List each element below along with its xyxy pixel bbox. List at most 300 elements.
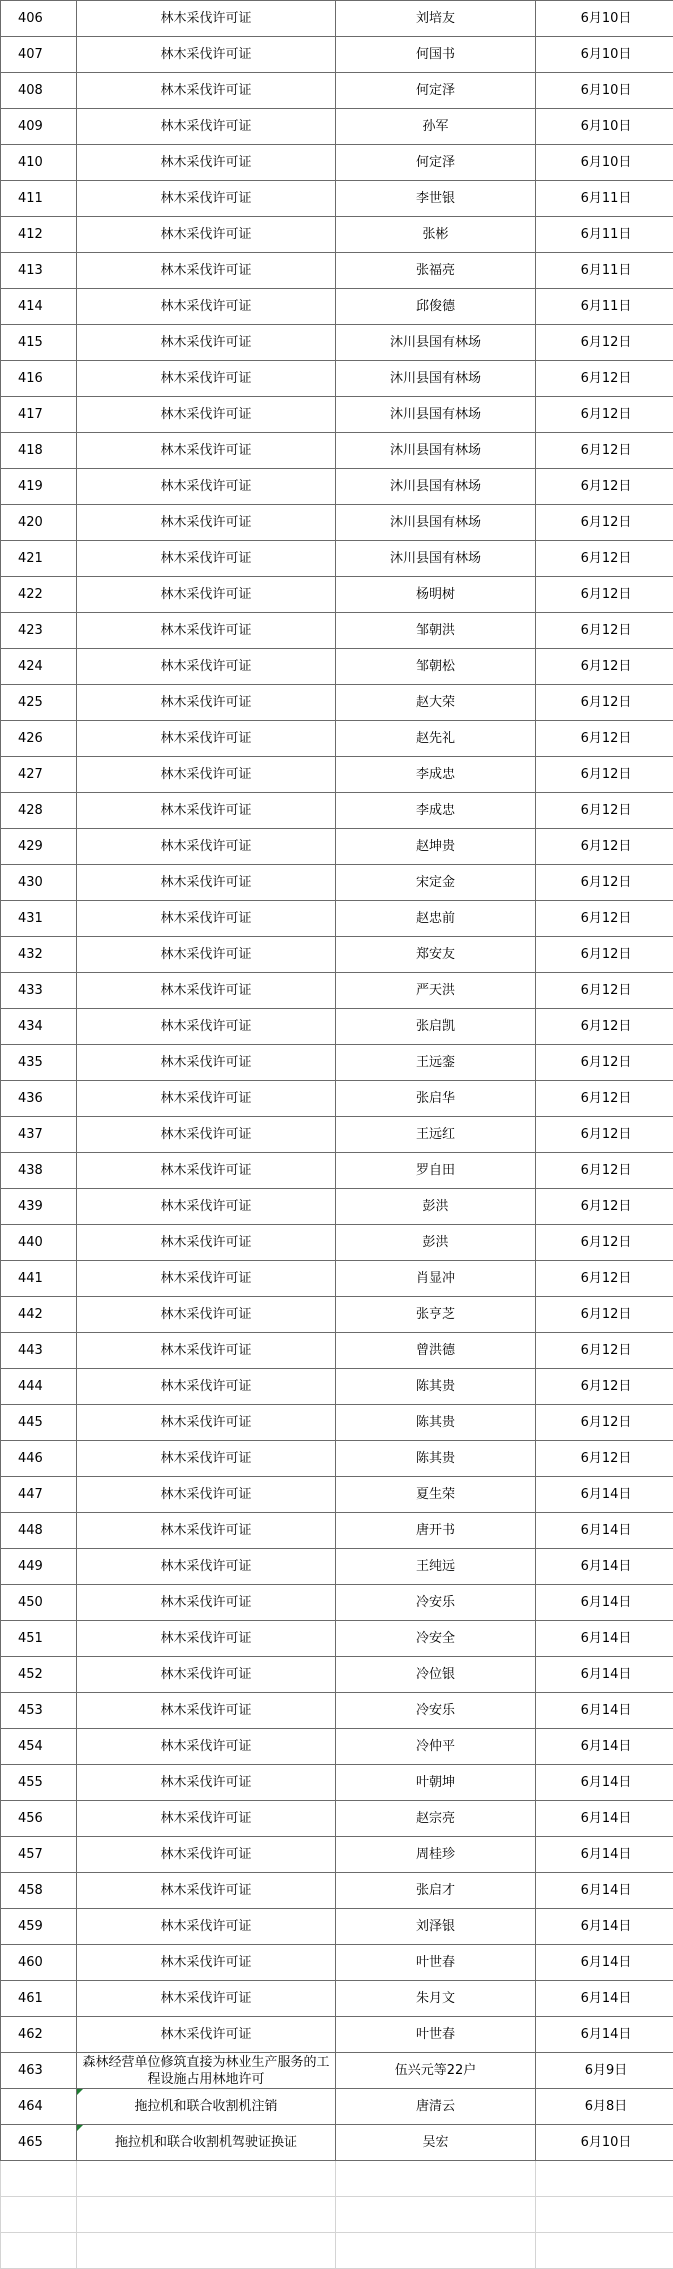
row-number-cell[interactable]: 454: [1, 1729, 77, 1765]
empty-cell[interactable]: [1, 2233, 77, 2269]
date-cell[interactable]: 6月14日: [536, 1513, 673, 1549]
applicant-name-cell[interactable]: 邹朝松: [336, 649, 536, 685]
date-cell[interactable]: 6月14日: [536, 1945, 673, 1981]
table-row: [1, 1549, 673, 1585]
applicant-name-cell[interactable]: 宋定金: [336, 865, 536, 901]
row-number-cell[interactable]: 422: [1, 577, 77, 613]
permit-type-cell[interactable]: 林木采伐许可证: [77, 289, 336, 325]
permit-type-cell[interactable]: 林木采伐许可证: [77, 649, 336, 685]
table-row: [1, 397, 673, 433]
row-number-cell[interactable]: 446: [1, 1441, 77, 1477]
permit-type-cell[interactable]: 林木采伐许可证: [77, 577, 336, 613]
permit-type-cell[interactable]: 林木采伐许可证: [77, 541, 336, 577]
table-row: [1, 1, 673, 37]
applicant-name-cell[interactable]: 夏生荣: [336, 1477, 536, 1513]
date-cell[interactable]: 6月14日: [536, 1693, 673, 1729]
date-cell[interactable]: 6月12日: [536, 1261, 673, 1297]
date-cell[interactable]: 6月12日: [536, 757, 673, 793]
table-row: [1, 649, 673, 685]
empty-cell[interactable]: [1, 2161, 77, 2197]
permit-type-cell[interactable]: 林木采伐许可证: [77, 1153, 336, 1189]
row-number-cell[interactable]: 453: [1, 1693, 77, 1729]
date-cell[interactable]: 6月12日: [536, 1117, 673, 1153]
date-cell[interactable]: 6月12日: [536, 361, 673, 397]
table-row: [1, 433, 673, 469]
table-row: [1, 577, 673, 613]
applicant-name-cell[interactable]: 叶世春: [336, 2017, 536, 2053]
date-cell[interactable]: 6月14日: [536, 1549, 673, 1585]
applicant-name-cell[interactable]: 王纯远: [336, 1549, 536, 1585]
row-number-cell[interactable]: 459: [1, 1909, 77, 1945]
permit-type-cell[interactable]: 林木采伐许可证: [77, 145, 336, 181]
applicant-name-cell[interactable]: 肖显冲: [336, 1261, 536, 1297]
applicant-name-cell[interactable]: 李成忠: [336, 793, 536, 829]
row-number-cell[interactable]: 424: [1, 649, 77, 685]
applicant-name-cell[interactable]: 王远红: [336, 1117, 536, 1153]
applicant-name-cell[interactable]: 张启凯: [336, 1009, 536, 1045]
applicant-name-cell[interactable]: 冷位银: [336, 1657, 536, 1693]
applicant-name-cell[interactable]: 孙军: [336, 109, 536, 145]
date-cell[interactable]: 6月14日: [536, 1585, 673, 1621]
date-cell[interactable]: 6月12日: [536, 1045, 673, 1081]
table-row: [1, 1441, 673, 1477]
date-cell[interactable]: 6月14日: [536, 1801, 673, 1837]
row-number-cell[interactable]: 437: [1, 1117, 77, 1153]
date-cell[interactable]: 6月12日: [536, 829, 673, 865]
empty-cell[interactable]: [77, 2161, 336, 2197]
table-row: [1, 1009, 673, 1045]
row-number-cell[interactable]: 443: [1, 1333, 77, 1369]
table-row: [1, 865, 673, 901]
records-table-body: [1, 1, 673, 2269]
row-number-cell[interactable]: 410: [1, 145, 77, 181]
date-cell[interactable]: 6月12日: [536, 901, 673, 937]
date-cell[interactable]: 6月14日: [536, 1477, 673, 1513]
date-cell[interactable]: 6月12日: [536, 1009, 673, 1045]
date-cell[interactable]: 6月12日: [536, 397, 673, 433]
date-cell[interactable]: 6月12日: [536, 613, 673, 649]
table-row: [1, 1081, 673, 1117]
permit-type-cell[interactable]: 林木采伐许可证: [77, 37, 336, 73]
applicant-name-cell[interactable]: 赵坤贵: [336, 829, 536, 865]
applicant-name-cell[interactable]: 曾洪德: [336, 1333, 536, 1369]
date-cell[interactable]: 6月12日: [536, 685, 673, 721]
row-number-cell[interactable]: 414: [1, 289, 77, 325]
applicant-name-cell[interactable]: 张福亮: [336, 253, 536, 289]
row-number-cell[interactable]: 461: [1, 1981, 77, 2017]
date-cell[interactable]: 6月12日: [536, 1369, 673, 1405]
table-row: [1, 1261, 673, 1297]
table-row: [1, 829, 673, 865]
table-row: [1, 937, 673, 973]
row-number-cell[interactable]: 452: [1, 1657, 77, 1693]
applicant-name-cell[interactable]: 赵先礼: [336, 721, 536, 757]
permit-type-cell[interactable]: 林木采伐许可证: [77, 1657, 336, 1693]
applicant-name-cell[interactable]: 沐川县国有林场: [336, 361, 536, 397]
applicant-name-cell[interactable]: 郑安友: [336, 937, 536, 973]
permit-type-cell[interactable]: 林木采伐许可证: [77, 2017, 336, 2053]
table-row: [1, 1837, 673, 1873]
table-row: [1, 361, 673, 397]
date-cell[interactable]: 6月12日: [536, 937, 673, 973]
permit-type-cell[interactable]: 林木采伐许可证: [77, 721, 336, 757]
row-number-cell[interactable]: 456: [1, 1801, 77, 1837]
table-row: [1, 1657, 673, 1693]
date-cell[interactable]: 6月12日: [536, 325, 673, 361]
date-cell[interactable]: 6月12日: [536, 1225, 673, 1261]
row-number-cell[interactable]: 409: [1, 109, 77, 145]
table-row: [1, 721, 673, 757]
row-number-cell[interactable]: 448: [1, 1513, 77, 1549]
permit-type-cell[interactable]: 拖拉机和联合收割机注销: [77, 2089, 336, 2125]
row-number-cell[interactable]: 420: [1, 505, 77, 541]
applicant-name-cell[interactable]: 邱俊德: [336, 289, 536, 325]
applicant-name-cell[interactable]: 何定泽: [336, 145, 536, 181]
permit-type-cell[interactable]: 林木采伐许可证: [77, 325, 336, 361]
applicant-name-cell[interactable]: 冷仲平: [336, 1729, 536, 1765]
permit-type-cell[interactable]: 林木采伐许可证: [77, 793, 336, 829]
date-cell[interactable]: 6月11日: [536, 253, 673, 289]
date-cell[interactable]: 6月12日: [536, 1153, 673, 1189]
permit-type-cell[interactable]: 林木采伐许可证: [77, 361, 336, 397]
empty-cell[interactable]: [536, 2161, 673, 2197]
table-row: [1, 1693, 673, 1729]
permit-type-cell[interactable]: 林木采伐许可证: [77, 1189, 336, 1225]
permit-type-cell[interactable]: 林木采伐许可证: [77, 1477, 336, 1513]
row-number-cell[interactable]: 440: [1, 1225, 77, 1261]
permit-type-cell[interactable]: 林木采伐许可证: [77, 181, 336, 217]
date-cell[interactable]: 6月14日: [536, 1837, 673, 1873]
date-cell[interactable]: 6月10日: [536, 2125, 673, 2161]
permit-type-cell[interactable]: 林木采伐许可证: [77, 1513, 336, 1549]
applicant-name-cell[interactable]: 陈其贵: [336, 1369, 536, 1405]
row-number-cell[interactable]: 438: [1, 1153, 77, 1189]
row-number-cell[interactable]: 413: [1, 253, 77, 289]
applicant-name-cell[interactable]: 沐川县国有林场: [336, 505, 536, 541]
table-row: [1, 1801, 673, 1837]
row-number-cell[interactable]: 449: [1, 1549, 77, 1585]
permit-type-cell[interactable]: 林木采伐许可证: [77, 1909, 336, 1945]
row-number-cell[interactable]: 426: [1, 721, 77, 757]
row-number-cell[interactable]: 432: [1, 937, 77, 973]
row-number-cell[interactable]: 411: [1, 181, 77, 217]
applicant-name-cell[interactable]: 李世银: [336, 181, 536, 217]
date-cell[interactable]: 6月12日: [536, 1081, 673, 1117]
row-number-cell[interactable]: 445: [1, 1405, 77, 1441]
row-number-cell[interactable]: 450: [1, 1585, 77, 1621]
table-row: [1, 541, 673, 577]
permit-type-cell[interactable]: 林木采伐许可证: [77, 937, 336, 973]
date-cell[interactable]: 6月12日: [536, 1189, 673, 1225]
permit-type-cell[interactable]: 林木采伐许可证: [77, 1, 336, 37]
row-number-cell[interactable]: 407: [1, 37, 77, 73]
date-cell[interactable]: 6月12日: [536, 1333, 673, 1369]
table-row: [1, 1873, 673, 1909]
table-row: [1, 1765, 673, 1801]
permit-type-cell[interactable]: 林木采伐许可证: [77, 1405, 336, 1441]
empty-cell[interactable]: [336, 2161, 536, 2197]
applicant-name-cell[interactable]: 吴宏: [336, 2125, 536, 2161]
row-number-cell[interactable]: 442: [1, 1297, 77, 1333]
row-number-cell[interactable]: 463: [1, 2053, 77, 2089]
table-row: [1, 469, 673, 505]
date-cell[interactable]: 6月12日: [536, 721, 673, 757]
permit-type-cell[interactable]: 林木采伐许可证: [77, 901, 336, 937]
date-cell[interactable]: 6月14日: [536, 1909, 673, 1945]
row-number-cell[interactable]: 418: [1, 433, 77, 469]
applicant-name-cell[interactable]: 李成忠: [336, 757, 536, 793]
applicant-name-cell[interactable]: 叶世春: [336, 1945, 536, 1981]
date-cell[interactable]: 6月11日: [536, 217, 673, 253]
date-cell[interactable]: 6月10日: [536, 109, 673, 145]
row-number-cell[interactable]: 465: [1, 2125, 77, 2161]
row-number-cell[interactable]: 462: [1, 2017, 77, 2053]
date-cell[interactable]: 6月14日: [536, 1765, 673, 1801]
permit-type-cell[interactable]: 林木采伐许可证: [77, 1261, 336, 1297]
applicant-name-cell[interactable]: 朱月文: [336, 1981, 536, 2017]
permit-type-cell[interactable]: 林木采伐许可证: [77, 1225, 336, 1261]
permit-type-cell[interactable]: 林木采伐许可证: [77, 469, 336, 505]
permit-type-cell[interactable]: 林木采伐许可证: [77, 865, 336, 901]
table-row: [1, 1369, 673, 1405]
row-number-cell[interactable]: 460: [1, 1945, 77, 1981]
date-cell[interactable]: 6月12日: [536, 973, 673, 1009]
empty-cell[interactable]: [536, 2197, 673, 2233]
applicant-name-cell[interactable]: 陈其贵: [336, 1441, 536, 1477]
applicant-name-cell[interactable]: 叶朝坤: [336, 1765, 536, 1801]
table-row: [1, 1729, 673, 1765]
date-cell[interactable]: 6月12日: [536, 577, 673, 613]
date-cell[interactable]: 6月14日: [536, 1873, 673, 1909]
table-row: [1, 181, 673, 217]
empty-cell[interactable]: [1, 2197, 77, 2233]
applicant-name-cell[interactable]: 彭洪: [336, 1189, 536, 1225]
date-cell[interactable]: 6月12日: [536, 793, 673, 829]
applicant-name-cell[interactable]: 张亨芝: [336, 1297, 536, 1333]
date-cell[interactable]: 6月11日: [536, 289, 673, 325]
applicant-name-cell[interactable]: 彭洪: [336, 1225, 536, 1261]
applicant-name-cell[interactable]: 何国书: [336, 37, 536, 73]
applicant-name-cell[interactable]: 唐清云: [336, 2089, 536, 2125]
applicant-name-cell[interactable]: 王远銮: [336, 1045, 536, 1081]
row-number-cell[interactable]: 423: [1, 613, 77, 649]
permit-type-cell[interactable]: 林木采伐许可证: [77, 685, 336, 721]
applicant-name-cell[interactable]: 张启才: [336, 1873, 536, 1909]
applicant-name-cell[interactable]: 杨明树: [336, 577, 536, 613]
permit-type-cell[interactable]: 林木采伐许可证: [77, 1081, 336, 1117]
applicant-name-cell[interactable]: 冷安乐: [336, 1585, 536, 1621]
date-cell[interactable]: 6月12日: [536, 1441, 673, 1477]
row-number-cell[interactable]: 428: [1, 793, 77, 829]
row-number-cell[interactable]: 457: [1, 1837, 77, 1873]
table-row: [1, 145, 673, 181]
table-row: [1, 1621, 673, 1657]
permit-type-cell[interactable]: 林木采伐许可证: [77, 1729, 336, 1765]
applicant-name-cell[interactable]: 赵忠前: [336, 901, 536, 937]
date-cell[interactable]: 6月12日: [536, 469, 673, 505]
row-number-cell[interactable]: 433: [1, 973, 77, 1009]
permit-type-cell[interactable]: 森林经营单位修筑直接为林业生产服务的工程设施占用林地许可: [77, 2053, 336, 2089]
permit-type-cell[interactable]: 林木采伐许可证: [77, 253, 336, 289]
permit-type-cell[interactable]: 林木采伐许可证: [77, 397, 336, 433]
table-row: [1, 1297, 673, 1333]
permit-type-cell[interactable]: 林木采伐许可证: [77, 109, 336, 145]
permit-type-cell[interactable]: 林木采伐许可证: [77, 1945, 336, 1981]
row-number-cell[interactable]: 406: [1, 1, 77, 37]
permit-type-cell[interactable]: 林木采伐许可证: [77, 1585, 336, 1621]
date-cell[interactable]: 6月8日: [536, 2089, 673, 2125]
row-number-cell[interactable]: 436: [1, 1081, 77, 1117]
empty-cell[interactable]: [77, 2197, 336, 2233]
row-number-cell[interactable]: 408: [1, 73, 77, 109]
date-cell[interactable]: 6月10日: [536, 1, 673, 37]
row-number-cell[interactable]: 427: [1, 757, 77, 793]
date-cell[interactable]: 6月12日: [536, 433, 673, 469]
applicant-name-cell[interactable]: 张启华: [336, 1081, 536, 1117]
table-row: [1, 325, 673, 361]
row-number-cell[interactable]: 444: [1, 1369, 77, 1405]
empty-cell[interactable]: [77, 2233, 336, 2269]
permit-type-cell[interactable]: 林木采伐许可证: [77, 1621, 336, 1657]
applicant-name-cell[interactable]: 冷安全: [336, 1621, 536, 1657]
table-row: [1, 1117, 673, 1153]
date-cell[interactable]: 6月9日: [536, 2053, 673, 2089]
empty-cell[interactable]: [336, 2233, 536, 2269]
row-number-cell[interactable]: 412: [1, 217, 77, 253]
date-cell[interactable]: 6月14日: [536, 1621, 673, 1657]
applicant-name-cell[interactable]: 何定泽: [336, 73, 536, 109]
row-number-cell[interactable]: 416: [1, 361, 77, 397]
applicant-name-cell[interactable]: 刘培友: [336, 1, 536, 37]
date-cell[interactable]: 6月11日: [536, 181, 673, 217]
applicant-name-cell[interactable]: 邹朝洪: [336, 613, 536, 649]
permit-type-cell[interactable]: 林木采伐许可证: [77, 1981, 336, 2017]
row-number-cell[interactable]: 441: [1, 1261, 77, 1297]
applicant-name-cell[interactable]: 赵宗亮: [336, 1801, 536, 1837]
row-number-cell[interactable]: 419: [1, 469, 77, 505]
date-cell[interactable]: 6月10日: [536, 145, 673, 181]
row-number-cell[interactable]: 425: [1, 685, 77, 721]
permit-type-cell[interactable]: 林木采伐许可证: [77, 1297, 336, 1333]
date-cell[interactable]: 6月10日: [536, 73, 673, 109]
row-number-cell[interactable]: 415: [1, 325, 77, 361]
row-number-cell[interactable]: 464: [1, 2089, 77, 2125]
row-number-cell[interactable]: 431: [1, 901, 77, 937]
date-cell[interactable]: 6月12日: [536, 649, 673, 685]
permit-type-cell[interactable]: 林木采伐许可证: [77, 757, 336, 793]
permit-type-cell[interactable]: 林木采伐许可证: [77, 1693, 336, 1729]
applicant-name-cell[interactable]: 刘泽银: [336, 1909, 536, 1945]
table-row: [1, 1405, 673, 1441]
empty-row: [1, 2161, 673, 2197]
applicant-name-cell[interactable]: 沐川县国有林场: [336, 433, 536, 469]
applicant-name-cell[interactable]: 伍兴元等22户: [336, 2053, 536, 2089]
row-number-cell[interactable]: 435: [1, 1045, 77, 1081]
permit-type-cell[interactable]: 林木采伐许可证: [77, 217, 336, 253]
date-cell[interactable]: 6月12日: [536, 865, 673, 901]
applicant-name-cell[interactable]: 严天洪: [336, 973, 536, 1009]
permit-type-cell[interactable]: 林木采伐许可证: [77, 1009, 336, 1045]
permit-type-cell[interactable]: 林木采伐许可证: [77, 1441, 336, 1477]
row-number-cell[interactable]: 451: [1, 1621, 77, 1657]
date-cell[interactable]: 6月14日: [536, 2017, 673, 2053]
table-row: [1, 1333, 673, 1369]
row-number-cell[interactable]: 417: [1, 397, 77, 433]
table-row: [1, 1981, 673, 2017]
empty-row: [1, 2197, 673, 2233]
permit-type-cell[interactable]: 林木采伐许可证: [77, 505, 336, 541]
permit-type-cell[interactable]: 林木采伐许可证: [77, 433, 336, 469]
table-row: [1, 1153, 673, 1189]
applicant-name-cell[interactable]: 沐川县国有林场: [336, 325, 536, 361]
applicant-name-cell[interactable]: 沐川县国有林场: [336, 469, 536, 505]
applicant-name-cell[interactable]: 沐川县国有林场: [336, 397, 536, 433]
permit-type-cell[interactable]: 林木采伐许可证: [77, 1801, 336, 1837]
date-cell[interactable]: 6月12日: [536, 1297, 673, 1333]
applicant-name-cell[interactable]: 罗自田: [336, 1153, 536, 1189]
table-row: [1, 2053, 673, 2089]
table-row: [1, 505, 673, 541]
permit-type-cell[interactable]: 林木采伐许可证: [77, 973, 336, 1009]
table-row: [1, 1585, 673, 1621]
permit-type-cell[interactable]: 林木采伐许可证: [77, 1549, 336, 1585]
permit-type-cell[interactable]: 林木采伐许可证: [77, 613, 336, 649]
date-cell[interactable]: 6月14日: [536, 1657, 673, 1693]
permit-type-cell[interactable]: 林木采伐许可证: [77, 73, 336, 109]
applicant-name-cell[interactable]: 唐开书: [336, 1513, 536, 1549]
date-cell[interactable]: 6月14日: [536, 1729, 673, 1765]
permit-type-cell[interactable]: 林木采伐许可证: [77, 1045, 336, 1081]
permit-type-cell[interactable]: 林木采伐许可证: [77, 829, 336, 865]
table-row: [1, 685, 673, 721]
permit-type-cell[interactable]: 林木采伐许可证: [77, 1837, 336, 1873]
date-cell[interactable]: 6月12日: [536, 541, 673, 577]
table-row: [1, 757, 673, 793]
applicant-name-cell[interactable]: 张彬: [336, 217, 536, 253]
applicant-name-cell[interactable]: 沐川县国有林场: [336, 541, 536, 577]
row-number-cell[interactable]: 429: [1, 829, 77, 865]
row-number-cell[interactable]: 430: [1, 865, 77, 901]
applicant-name-cell[interactable]: 陈其贵: [336, 1405, 536, 1441]
row-number-cell[interactable]: 455: [1, 1765, 77, 1801]
permit-type-cell[interactable]: 林木采伐许可证: [77, 1765, 336, 1801]
row-number-cell[interactable]: 421: [1, 541, 77, 577]
date-cell[interactable]: 6月14日: [536, 1981, 673, 2017]
date-cell[interactable]: 6月12日: [536, 1405, 673, 1441]
permit-type-cell[interactable]: 林木采伐许可证: [77, 1333, 336, 1369]
permit-type-cell[interactable]: 林木采伐许可证: [77, 1873, 336, 1909]
table-row: [1, 1513, 673, 1549]
row-number-cell[interactable]: 458: [1, 1873, 77, 1909]
row-number-cell[interactable]: 447: [1, 1477, 77, 1513]
permit-type-cell[interactable]: 林木采伐许可证: [77, 1117, 336, 1153]
permit-type-cell[interactable]: 林木采伐许可证: [77, 1369, 336, 1405]
applicant-name-cell[interactable]: 周桂珍: [336, 1837, 536, 1873]
table-row: [1, 973, 673, 1009]
applicant-name-cell[interactable]: 冷安乐: [336, 1693, 536, 1729]
date-cell[interactable]: 6月10日: [536, 37, 673, 73]
row-number-cell[interactable]: 434: [1, 1009, 77, 1045]
table-row: [1, 1045, 673, 1081]
empty-cell[interactable]: [336, 2197, 536, 2233]
table-row: [1, 37, 673, 73]
applicant-name-cell[interactable]: 赵大荣: [336, 685, 536, 721]
permit-type-cell[interactable]: 拖拉机和联合收割机驾驶证换证: [77, 2125, 336, 2161]
row-number-cell[interactable]: 439: [1, 1189, 77, 1225]
empty-cell[interactable]: [536, 2233, 673, 2269]
date-cell[interactable]: 6月12日: [536, 505, 673, 541]
table-row: [1, 2017, 673, 2053]
